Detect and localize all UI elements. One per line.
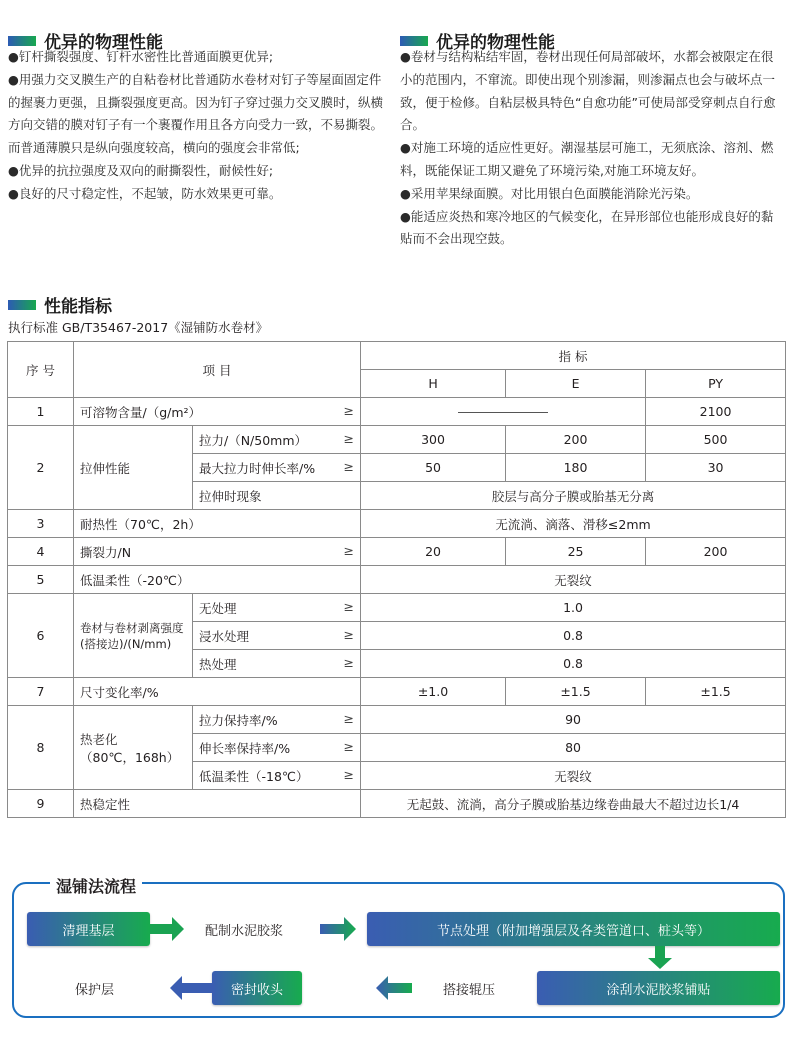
heading-bar-icon xyxy=(8,300,36,310)
value-e: 200 xyxy=(506,426,646,454)
value-e: 180 xyxy=(506,454,646,482)
row-no: 6 xyxy=(8,594,74,678)
table-row xyxy=(8,790,786,818)
value-all: 1.0 xyxy=(361,594,786,622)
sub-item xyxy=(193,762,361,790)
step-clean-base: 清理基层 xyxy=(27,912,150,946)
value-all: 胶层与高分子膜或胎基无分离 xyxy=(361,482,786,510)
arrow-down-icon xyxy=(647,946,673,970)
section-title: 优异的物理性能 xyxy=(436,33,555,53)
item-label: 最大拉力时伸长率/% xyxy=(199,460,316,476)
row-no: 3 xyxy=(8,510,74,538)
sub-item xyxy=(193,454,361,482)
row-no: 4 xyxy=(8,538,74,566)
paragraph: ●用强力交叉膜生产的自粘卷材比普通防水卷材对钉子等屋面固定件的握裹力更强，且撕裂强度更高。因为钉子穿过强力交叉膜时，纵横方向交错的膜对钉子有一个裹覆作用且各方向受力一致，不易撕裂。而普通薄膜只是纵向强度较高，横向的强度会非常低; xyxy=(8,71,384,156)
value-py: 30 xyxy=(646,454,786,482)
item-label: 伸长率保持率/% xyxy=(199,740,291,756)
value-all: 无裂纹 xyxy=(361,566,786,594)
step-lap-rolling: 搭接辊压 xyxy=(443,983,496,998)
item-label: 无处理 xyxy=(199,600,237,616)
header-py: PY xyxy=(646,370,786,398)
row-no: 9 xyxy=(8,790,74,818)
ge-sign: ≥ xyxy=(343,626,355,642)
row-no: 8 xyxy=(8,706,74,790)
table-header-row xyxy=(8,342,786,370)
ge-sign: ≥ xyxy=(343,738,355,754)
ge-sign: ≥ xyxy=(343,458,355,474)
section-title: 优异的物理性能 xyxy=(44,33,163,53)
row-no: 1 xyxy=(8,398,74,426)
header-no: 序 号 xyxy=(8,342,74,398)
value-all: 80 xyxy=(361,734,786,762)
item-label: 撕裂力/N xyxy=(80,544,132,560)
row-item: 卷材与卷材剥离强度(搭接边)/(N/mm) xyxy=(74,594,193,678)
value-all: 无流淌、滴落、滑移≤2mm xyxy=(361,510,786,538)
row-item xyxy=(74,706,193,790)
ge-sign: ≥ xyxy=(343,654,355,670)
ge-sign: ≥ xyxy=(343,402,355,418)
value-py: 500 xyxy=(646,426,786,454)
row-no: 2 xyxy=(8,426,74,510)
heading-bar-icon xyxy=(400,36,428,46)
value-h: ±1.0 xyxy=(361,678,506,706)
paragraph: ●卷材与结构粘结牢固，卷材出现任何局部破坏，水都会被限定在很小的范围内，不窜流。即使出现个别渗漏，则渗漏点也会与破坏点一致，便于检修。自粘层极具特色“自愈功能”可使局部受穿刺点自行愈合。 xyxy=(400,49,776,133)
value-h: 50 xyxy=(361,454,506,482)
step-protective-layer: 保护层 xyxy=(75,983,115,998)
paragraph: ●对施工环境的适应性更好。潮湿基层可施工，无须底涂、溶剂、燃料，既能保证工期又避免了环境污染,对施工环境友好。 xyxy=(400,140,774,178)
item-label: 热处理 xyxy=(199,656,237,672)
item-label: 浸水处理 xyxy=(199,628,250,644)
sub-item xyxy=(193,706,361,734)
value-py: 2100 xyxy=(646,398,786,426)
value-py: ±1.5 xyxy=(646,678,786,706)
value-all: 无起鼓、流淌，高分子膜或胎基边缘卷曲最大不超过边长1/4 xyxy=(361,790,786,818)
section-title: 性能指标 xyxy=(44,297,112,317)
item-label: 低温柔性（-18℃） xyxy=(199,768,309,784)
row-item: 尺寸变化率/% xyxy=(74,678,361,706)
sub-item xyxy=(193,426,361,454)
flow-title: 湿铺法流程 xyxy=(50,874,142,897)
item-label: 拉力/（N/50mm） xyxy=(199,432,308,448)
item-label: 热老化 xyxy=(80,731,118,747)
value-e: 25 xyxy=(506,538,646,566)
table-row xyxy=(8,566,786,594)
header-e: E xyxy=(506,370,646,398)
dash-line xyxy=(458,412,548,413)
sub-item xyxy=(193,594,361,622)
header-item: 项 目 xyxy=(74,342,361,398)
value-all: 无裂纹 xyxy=(361,762,786,790)
header-h: H xyxy=(361,370,506,398)
item-label: 可溶物含量/（g/m²） xyxy=(80,404,202,420)
item-label: 拉力保持率/% xyxy=(199,712,278,728)
row-item: 低温柔性（-20℃） xyxy=(74,566,361,594)
step-seal-edges: 密封收头 xyxy=(212,971,302,1005)
table-row xyxy=(8,706,786,734)
row-item xyxy=(74,538,361,566)
ge-sign: ≥ xyxy=(343,710,355,726)
standard-text: 执行标准 GB/T35467-2017《湿铺防水卷材》 xyxy=(8,320,269,335)
paragraph: ●采用苹果绿面膜。对比用银白色面膜能消除光污染。 xyxy=(400,185,699,201)
ge-sign: ≥ xyxy=(343,430,355,446)
sub-item xyxy=(193,650,361,678)
arrow-right-icon xyxy=(150,915,186,943)
table-row xyxy=(8,426,786,454)
value-all: 0.8 xyxy=(361,622,786,650)
sub-item: 拉伸时现象 xyxy=(193,482,361,510)
item-condition: （80℃，168h） xyxy=(80,749,180,765)
value-all: 0.8 xyxy=(361,650,786,678)
arrow-left-icon xyxy=(170,974,214,1002)
spec-heading xyxy=(8,292,112,317)
table-row xyxy=(8,678,786,706)
arrow-right-icon xyxy=(320,915,358,943)
step-mix-slurry: 配制水泥胶浆 xyxy=(205,924,284,939)
row-item: 拉伸性能 xyxy=(74,426,193,510)
ge-sign: ≥ xyxy=(343,542,355,558)
table-row xyxy=(8,510,786,538)
spec-table xyxy=(7,341,786,818)
paragraph: ●优异的抗拉强度及双向的耐撕裂性，耐候性好; xyxy=(8,162,274,178)
row-item: 热稳定性 xyxy=(74,790,361,818)
value-e: ±1.5 xyxy=(506,678,646,706)
paragraph: ●良好的尺寸稳定性，不起皱，防水效果更可靠。 xyxy=(8,185,282,201)
paragraph: ●钉杆撕裂强度、钉杆水密性比普通面膜更优异; xyxy=(8,49,274,64)
paragraph: ●能适应炎热和寒冷地区的气候变化，在异形部位也能形成良好的黏贴而不会出现空鼓。 xyxy=(400,208,774,247)
value-all: 90 xyxy=(361,706,786,734)
sub-item xyxy=(193,622,361,650)
value-h: 20 xyxy=(361,538,506,566)
table-row xyxy=(8,538,786,566)
not-applicable xyxy=(361,398,646,426)
right-paragraphs xyxy=(400,46,785,251)
value-h: 300 xyxy=(361,426,506,454)
arrow-left-icon xyxy=(376,974,414,1002)
ge-sign: ≥ xyxy=(343,766,355,782)
row-no: 7 xyxy=(8,678,74,706)
table-row xyxy=(8,398,786,426)
heading-bar-icon xyxy=(8,36,36,46)
sub-item xyxy=(193,734,361,762)
header-index: 指 标 xyxy=(361,342,786,370)
row-item xyxy=(74,398,361,426)
table-row xyxy=(8,594,786,622)
row-no: 5 xyxy=(8,566,74,594)
step-node-treatment: 节点处理（附加增强层及各类管道口、桩头等） xyxy=(367,912,780,946)
step-apply-slurry: 涂刮水泥胶浆铺贴 xyxy=(537,971,780,1005)
ge-sign: ≥ xyxy=(343,598,355,614)
row-item: 耐热性（70℃，2h） xyxy=(74,510,361,538)
left-paragraphs xyxy=(8,46,393,206)
value-py: 200 xyxy=(646,538,786,566)
